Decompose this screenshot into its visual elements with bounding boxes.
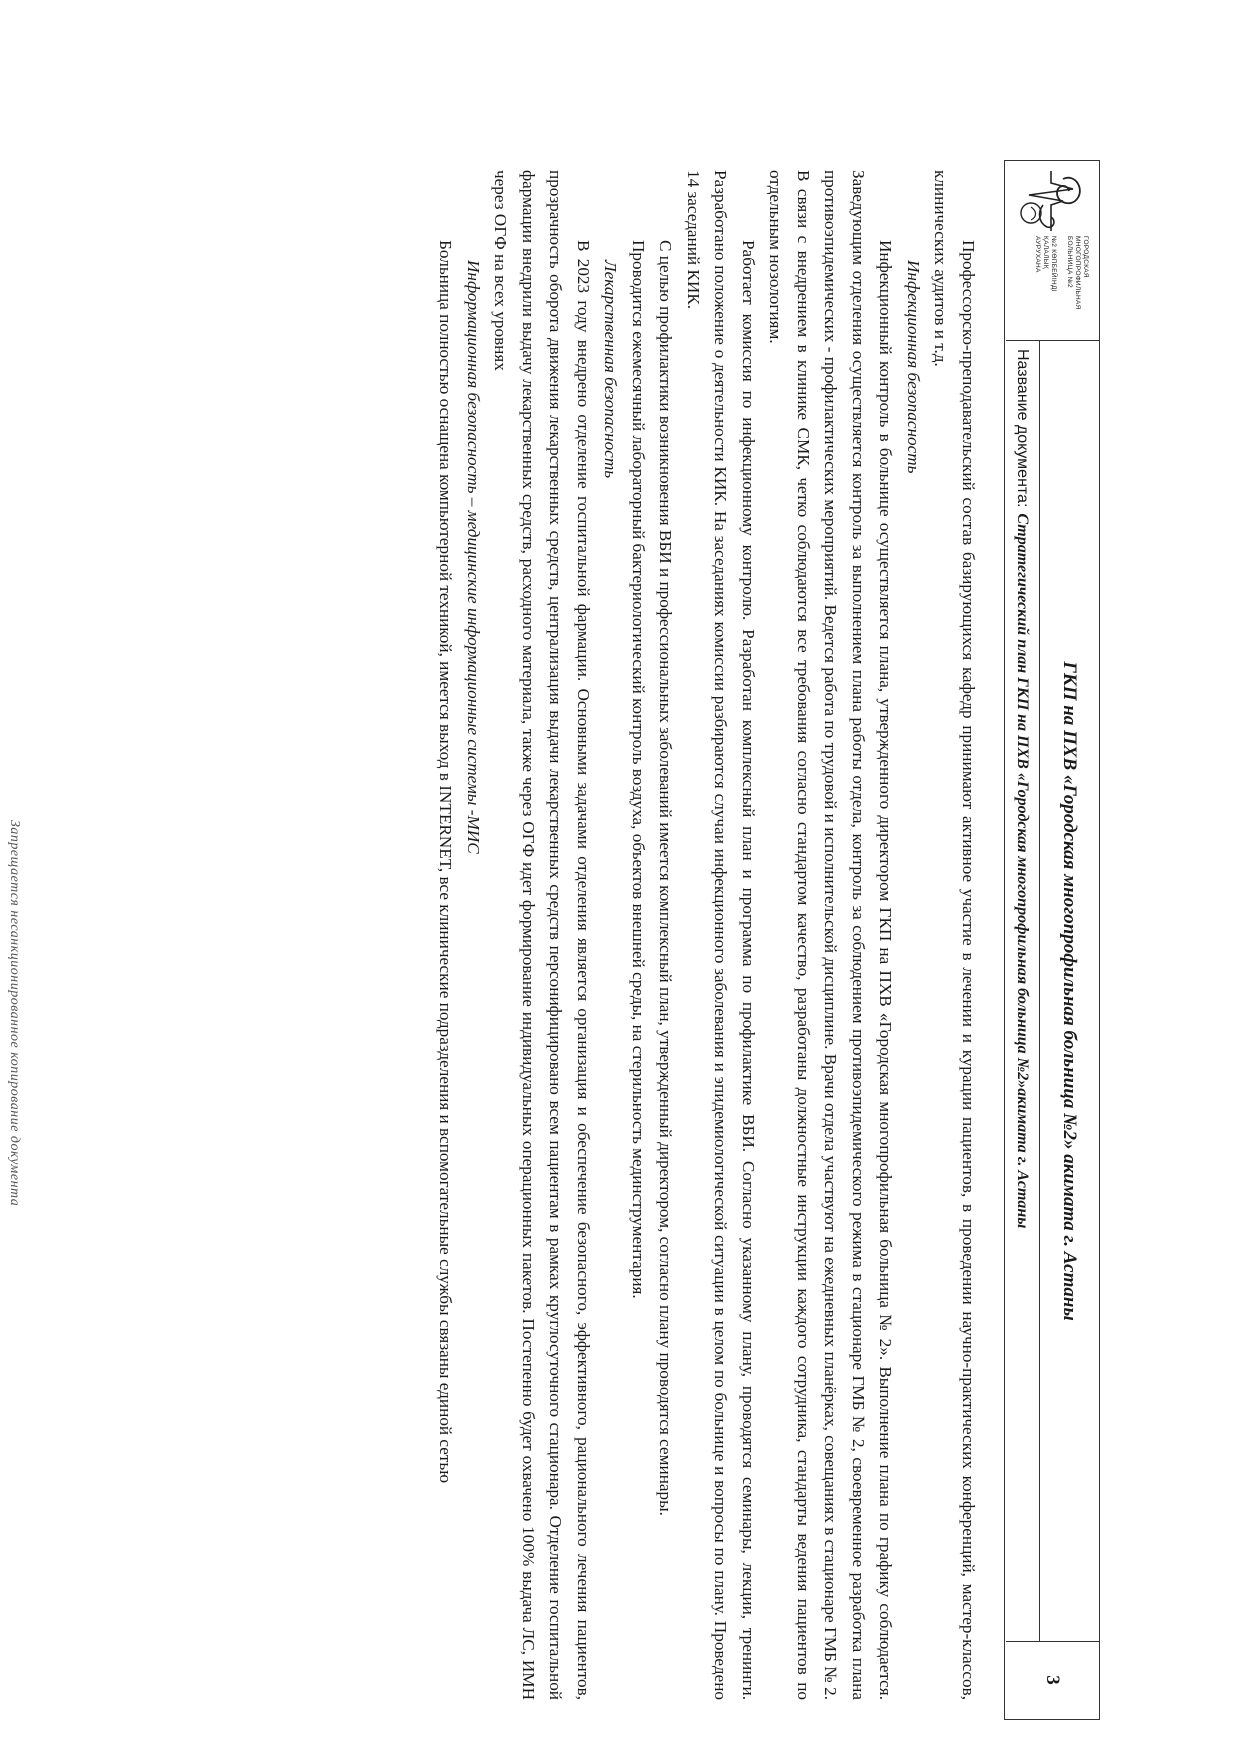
rotated-page bbox=[7, 160, 1100, 1760]
logo-line: ГОРОДСКАЯ bbox=[1082, 236, 1089, 278]
logo-line: №2 КӨПБЕЙІНДІ bbox=[1050, 236, 1057, 292]
section-heading-drug: Лекарственная безопасность bbox=[601, 260, 621, 479]
document-body bbox=[432, 170, 982, 1700]
document-name-row bbox=[1006, 341, 1039, 1641]
paragraph: Больница полностью оснащена компьютерной техникой, имеется выход в INTERNET, все клинические подразделения и вспомогательные службы связаны единой сетью bbox=[436, 240, 456, 1484]
paragraph: Работает комиссия по инфекционному контролю. Разработан комплексный план и программа по профилактике ВБИ. Согласно указанному плану, проводятся семинары, лекции, тренинги. Разработано положение о деятельности КИК. На заседаниях комиссии разбираются случаи инфекционного заболевания и эпидемиологической ситуации в целом по больнице и вопросы по плану. Проведено 14 заседаний КИК. bbox=[684, 170, 758, 1700]
logo-text bbox=[1033, 236, 1089, 336]
hospital-logo-icon bbox=[1013, 165, 1091, 235]
section-heading-infection: Инфекционная безопасность bbox=[904, 260, 923, 474]
paragraph: С целью профилактики возникновения ВБИ и профессиональных заболеваний имеется комплексный план, утвержденный директором, согласно плану проводятся семинары. bbox=[656, 240, 676, 1516]
logo-line: АУРУХАНА bbox=[1034, 236, 1041, 273]
paragraph: Профессорско-преподавательский состав базирующихся кафедр принимают активное участие в лечении и курации пациентов, в проведении научно-практических конференций, мастер-классов, клинических аудитов и т.д. bbox=[931, 170, 978, 1700]
document-header bbox=[1004, 160, 1100, 1720]
paragraph: В 2023 году внедрено отделение госпитальной фармации. Основными задачами отделения является организация и обеспечение безопасного, эффективного, рационального лечения пациентов, прозрачность оборота движения лекарственных средств, централизация выдачи лекарственных средств персонифицировано всем пациентам в рамках круглосуточного стационара. Отделение госпитальной фармации внедрили выдачу лекарственных средств, расходного материала, также через ОГФ идет формирование индивидуальных операционных пакетов. Постепенно будет охвачено 100% выдача ЛС, ИМН через ОГФ на всех уровнях bbox=[491, 170, 593, 1700]
document-name-label: Название документа: bbox=[1014, 349, 1032, 508]
copy-warning-footer: Запрещается несанкционированное копирование документа bbox=[7, 820, 22, 1207]
logo-cell bbox=[1006, 161, 1099, 341]
document-name-value: Стратегический план ГКП на ПХВ «Городская многопрофильная больница №2»акимата г. Астаны bbox=[1014, 513, 1032, 1229]
logo-line: МНОГОПРОФИЛЬНАЯ bbox=[1074, 236, 1081, 310]
paragraph: Проводится ежемесячный лабораторный бактериологический контроль воздуха, объектов внешней среды, на стерильность мединструментария. bbox=[629, 240, 648, 1299]
logo-line: ҚАЛАЛЫҚ bbox=[1042, 236, 1049, 269]
section-heading-info: Информационная безопасность – медицинские информационные системы -МИС bbox=[464, 260, 483, 854]
paragraph: Инфекционный контроль в больнице осуществляется плана, утвержденного директором ГКП на ПХВ «Городская многопрофильная больница № 2». Выполнение плана по графику соблюдается. Заведующим отделения осуществляется контроль за выполнением плана работы отдела, контроль за соблюдением противоэпидемического режима в стационаре ГМБ № 2, своевременное разработка плана противоэпидемических - профилактических мероприятий. Ведется работа по трудовой и исполнительской дисциплине. Врачи отдела участвуют на ежедневных планёрках, совещаниях в стационаре ГМБ № 2. В связи с внедрением в клинике СМК, четко соблюдаются все требования согласно стандартом качество, разработаны должностные инструкции каждого сотрудника, стандарты ведения пациентов по отдельным нозологиям. bbox=[766, 170, 896, 1700]
page-number: 3 bbox=[1006, 1641, 1099, 1718]
logo-line: БОЛЬНИЦА №2 bbox=[1066, 236, 1073, 288]
header-title: ГКП на ПХВ «Городская многопрофильная больница №2» акимата г. Астаны bbox=[1039, 341, 1099, 1641]
